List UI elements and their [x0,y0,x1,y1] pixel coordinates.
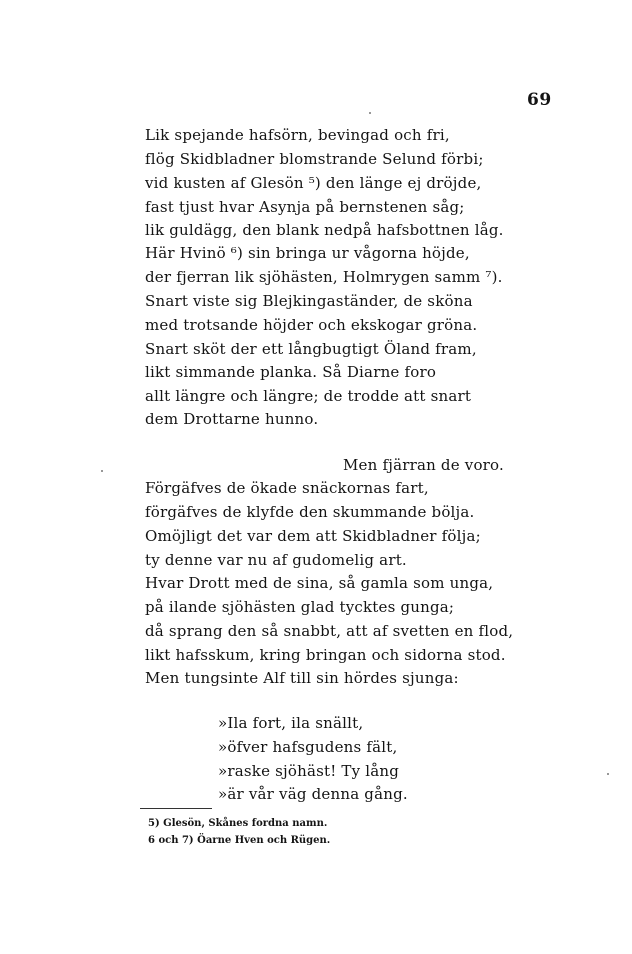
poem-line: likt simmande planka. Så Diarne foro [145,363,437,381]
poem-line: flög Skidbladner blomstrande Selund förbi; [145,150,484,168]
poem-line: på ilande sjöhästen glad tycktes gunga; [145,598,455,616]
poem-line: dem Drottarne hunno. [145,410,319,428]
footnote: 5) Glesön, Skånes fordna namn. [148,818,328,829]
poem-line: då sprang den så snabbt, att af svetten en flod, [145,622,514,640]
poem-line: Här Hvinö ⁶) sin bringa ur vågorna höjde, [145,244,470,262]
poem-line: Hvar Drott med de sina, så gamla som unga, [145,574,494,592]
poem-line: förgäfves de klyfde den skummande bölja. [145,503,475,521]
print-speck [607,773,609,775]
poem-line: lik guldägg, den blank nedpå hafsbottnen låg. [145,221,504,239]
poem-line: Omöjligt det var dem att Skidbladner följa; [145,527,481,545]
song-line: »öfver hafsgudens fält, [218,738,398,756]
song-line: »är vår väg denna gång. [218,785,408,803]
song-line: »raske sjöhäst! Ty lång [218,762,400,780]
print-speck [101,470,103,472]
poem-line: likt hafsskum, kring bringan och sidorna stod. [145,646,506,664]
poem-line: Men fjärran de voro. [343,456,504,474]
poem-line: Lik spejande hafsörn, bevingad och fri, [145,126,450,144]
poem-line: fast tjust hvar Asynja på bernstenen såg; [145,198,465,216]
poem-line: Snart viste sig Blejkingaständer, de sköna [145,292,473,310]
poem-line: vid kusten af Glesön ⁵) den länge ej dröjde, [145,174,482,192]
footnote-divider [140,808,212,809]
poem-line: Förgäfves de ökade snäckornas fart, [145,479,429,497]
poem-line: med trotsande höjder och ekskogar gröna. [145,316,478,334]
page-number: 69 [527,90,552,110]
poem-line: ty denne var nu af gudomelig art. [145,551,407,569]
print-speck [369,112,371,114]
poem-line: Men tungsinte Alf till sin hördes sjunga: [145,669,459,687]
footnote: 6 och 7) Öarne Hven och Rügen. [148,835,331,846]
poem-line: der fjerran lik sjöhästen, Holmrygen samm ⁷). [145,268,503,286]
song-line: »Ila fort, ila snällt, [218,714,364,732]
poem-line: allt längre och längre; de trodde att snart [145,387,472,405]
poem-line: Snart sköt der ett långbugtigt Öland fram, [145,340,477,358]
